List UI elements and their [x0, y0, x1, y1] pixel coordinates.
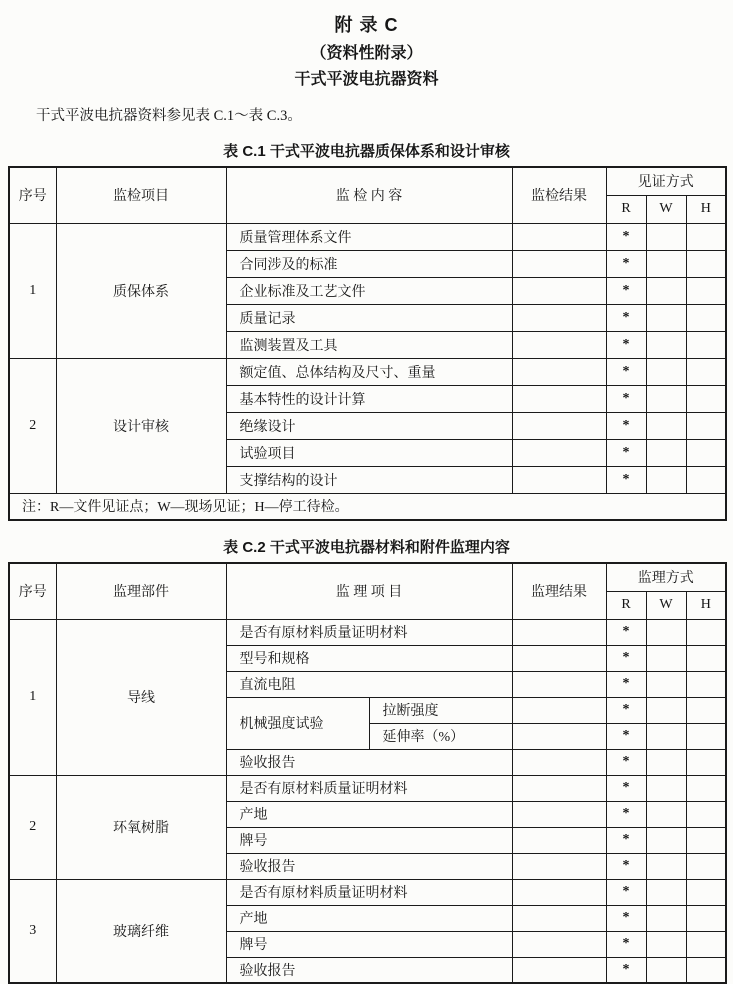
cell-result — [512, 775, 606, 801]
cell-w — [646, 466, 686, 493]
cell-r: * — [606, 827, 646, 853]
cell-subcontent: 延伸率（%） — [369, 723, 512, 749]
cell-r: * — [606, 801, 646, 827]
group-seq: 2 — [9, 358, 56, 493]
cell-result — [512, 671, 606, 697]
cell-h — [686, 277, 726, 304]
cell-result — [512, 331, 606, 358]
header-seq: 序号 — [9, 167, 56, 223]
cell-w — [646, 304, 686, 331]
cell-content: 验收报告 — [226, 957, 512, 983]
cell-content: 验收报告 — [226, 853, 512, 879]
cell-r: * — [606, 331, 646, 358]
cell-content: 直流电阻 — [226, 671, 512, 697]
cell-r: * — [606, 466, 646, 493]
cell-result — [512, 304, 606, 331]
cell-h — [686, 853, 726, 879]
table-row — [9, 358, 726, 385]
cell-h — [686, 905, 726, 931]
cell-content: 合同涉及的标准 — [226, 250, 512, 277]
cell-r: * — [606, 775, 646, 801]
table-row — [9, 619, 726, 645]
cell-w — [646, 671, 686, 697]
cell-r: * — [606, 723, 646, 749]
header-r: R — [606, 195, 646, 223]
cell-h — [686, 619, 726, 645]
cell-w — [646, 412, 686, 439]
cell-w — [646, 223, 686, 250]
cell-w — [646, 250, 686, 277]
cell-result — [512, 645, 606, 671]
header-item: 监理部件 — [56, 563, 226, 619]
cell-content: 试验项目 — [226, 439, 512, 466]
cell-h — [686, 697, 726, 723]
cell-w — [646, 358, 686, 385]
cell-h — [686, 358, 726, 385]
cell-r: * — [606, 223, 646, 250]
cell-content: 质量记录 — [226, 304, 512, 331]
cell-content: 企业标准及工艺文件 — [226, 277, 512, 304]
cell-r: * — [606, 853, 646, 879]
cell-result — [512, 905, 606, 931]
cell-h — [686, 250, 726, 277]
group-item: 玻璃纤维 — [56, 879, 226, 983]
group-seq: 1 — [9, 619, 56, 775]
cell-h — [686, 775, 726, 801]
cell-w — [646, 439, 686, 466]
header-r: R — [606, 591, 646, 619]
group-seq: 1 — [9, 223, 56, 358]
cell-w — [646, 331, 686, 358]
cell-h — [686, 439, 726, 466]
header-h: H — [686, 195, 726, 223]
cell-r: * — [606, 385, 646, 412]
cell-r: * — [606, 619, 646, 645]
cell-result — [512, 412, 606, 439]
table-c2-caption: 表 C.2 干式平波电抗器材料和附件监理内容 — [223, 539, 510, 556]
cell-h — [686, 385, 726, 412]
cell-h — [686, 466, 726, 493]
table-c1-caption: 表 C.1 干式平波电抗器质保体系和设计审核 — [223, 143, 510, 160]
cell-result — [512, 385, 606, 412]
cell-content: 机械强度试验 — [226, 697, 369, 749]
cell-w — [646, 697, 686, 723]
cell-content: 额定值、总体结构及尺寸、重量 — [226, 358, 512, 385]
cell-content: 型号和规格 — [226, 645, 512, 671]
cell-w — [646, 853, 686, 879]
cell-result — [512, 723, 606, 749]
cell-result — [512, 223, 606, 250]
cell-w — [646, 931, 686, 957]
cell-h — [686, 223, 726, 250]
cell-w — [646, 827, 686, 853]
cell-r: * — [606, 931, 646, 957]
appendix-title: 附 录 C — [334, 15, 399, 35]
cell-w — [646, 957, 686, 983]
cell-w — [646, 905, 686, 931]
cell-result — [512, 957, 606, 983]
cell-content: 监测装置及工具 — [226, 331, 512, 358]
cell-w — [646, 619, 686, 645]
header-seq: 序号 — [9, 563, 56, 619]
cell-h — [686, 827, 726, 853]
header-h: H — [686, 591, 726, 619]
cell-h — [686, 671, 726, 697]
cell-result — [512, 358, 606, 385]
table-note: 注：R—文件见证点；W—现场见证；H—停工待检。 — [9, 493, 726, 520]
cell-w — [646, 775, 686, 801]
cell-r: * — [606, 645, 646, 671]
cell-r: * — [606, 697, 646, 723]
cell-h — [686, 931, 726, 957]
cell-r: * — [606, 879, 646, 905]
cell-result — [512, 931, 606, 957]
cell-r: * — [606, 358, 646, 385]
cell-content: 是否有原材料质量证明材料 — [226, 619, 512, 645]
cell-r: * — [606, 671, 646, 697]
header-result: 监检结果 — [512, 167, 606, 223]
intro-text: 干式平波电抗器资料参见表 C.1～表 C.3。 — [36, 108, 302, 124]
cell-result — [512, 801, 606, 827]
group-item: 导线 — [56, 619, 226, 775]
cell-content: 牌号 — [226, 827, 512, 853]
header-content: 监 理 项 目 — [226, 563, 512, 619]
cell-r: * — [606, 412, 646, 439]
table-row — [9, 879, 726, 905]
cell-r: * — [606, 304, 646, 331]
cell-content: 牌号 — [226, 931, 512, 957]
cell-content: 是否有原材料质量证明材料 — [226, 775, 512, 801]
cell-result — [512, 619, 606, 645]
cell-result — [512, 250, 606, 277]
table-c1 — [8, 166, 727, 521]
table-c2 — [8, 562, 727, 984]
cell-content: 是否有原材料质量证明材料 — [226, 879, 512, 905]
cell-w — [646, 879, 686, 905]
cell-h — [686, 957, 726, 983]
cell-result — [512, 879, 606, 905]
cell-content: 质量管理体系文件 — [226, 223, 512, 250]
header-method: 监理方式 — [606, 563, 726, 591]
header-row-1 — [9, 563, 726, 591]
header-row-1 — [9, 167, 726, 195]
cell-h — [686, 412, 726, 439]
appendix-subtitle: （资料性附录） — [310, 45, 423, 62]
cell-content: 验收报告 — [226, 749, 512, 775]
cell-h — [686, 879, 726, 905]
cell-w — [646, 277, 686, 304]
cell-content: 支撑结构的设计 — [226, 466, 512, 493]
cell-result — [512, 827, 606, 853]
cell-w — [646, 801, 686, 827]
group-item: 设计审核 — [56, 358, 226, 493]
cell-w — [646, 385, 686, 412]
header-result: 监理结果 — [512, 563, 606, 619]
cell-h — [686, 801, 726, 827]
cell-r: * — [606, 905, 646, 931]
group-seq: 3 — [9, 879, 56, 983]
cell-content: 绝缘设计 — [226, 412, 512, 439]
cell-w — [646, 645, 686, 671]
header-w: W — [646, 195, 686, 223]
cell-result — [512, 853, 606, 879]
note-row — [9, 493, 726, 520]
table-row — [9, 223, 726, 250]
cell-r: * — [606, 749, 646, 775]
cell-content: 产地 — [226, 801, 512, 827]
group-seq: 2 — [9, 775, 56, 879]
cell-w — [646, 749, 686, 775]
cell-result — [512, 277, 606, 304]
cell-h — [686, 645, 726, 671]
cell-result — [512, 697, 606, 723]
cell-result — [512, 466, 606, 493]
cell-content: 产地 — [226, 905, 512, 931]
cell-w — [646, 723, 686, 749]
group-item: 环氧树脂 — [56, 775, 226, 879]
header-method: 见证方式 — [606, 167, 726, 195]
cell-result — [512, 749, 606, 775]
cell-h — [686, 331, 726, 358]
header-item: 监检项目 — [56, 167, 226, 223]
cell-result — [512, 439, 606, 466]
cell-r: * — [606, 439, 646, 466]
appendix-heading: 干式平波电抗器资料 — [294, 71, 439, 88]
header-content: 监 检 内 容 — [226, 167, 512, 223]
title-block — [8, 11, 725, 89]
table-row — [9, 775, 726, 801]
header-w: W — [646, 591, 686, 619]
cell-content: 基本特性的设计计算 — [226, 385, 512, 412]
cell-h — [686, 723, 726, 749]
cell-h — [686, 304, 726, 331]
group-item: 质保体系 — [56, 223, 226, 358]
cell-r: * — [606, 957, 646, 983]
cell-h — [686, 749, 726, 775]
cell-r: * — [606, 250, 646, 277]
cell-subcontent: 拉断强度 — [369, 697, 512, 723]
cell-r: * — [606, 277, 646, 304]
